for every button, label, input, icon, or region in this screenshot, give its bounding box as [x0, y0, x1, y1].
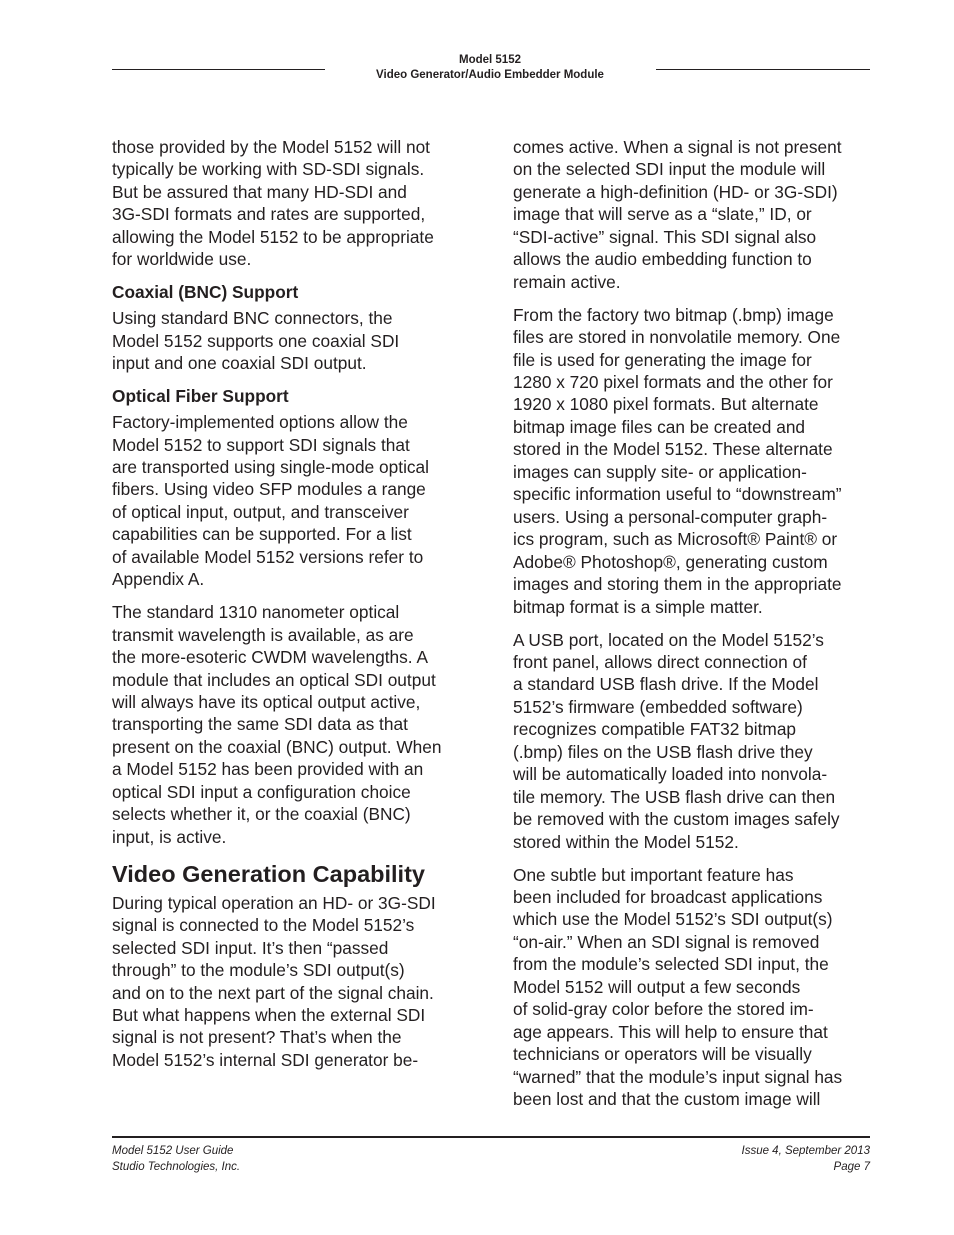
paragraph-generator-active: comes active. When a signal is not present on the selected SDI input the module will generate a high-definition (HD- or 3G-SDI) image that will serve as a “slate,” ID, or “SDI-active” signal. This SDI signal also allows the audio embedding function to remain active.: [513, 137, 842, 292]
footer-right: [742, 1144, 871, 1175]
header-product: Video Generator/Audio Embedder Module: [376, 69, 604, 81]
footer-left: [112, 1144, 240, 1175]
footer-rule: [112, 1136, 870, 1138]
heading-video-generation: Video Generation Capability: [112, 860, 425, 887]
paragraph-video-generation: During typical operation an HD- or 3G-SDI signal is connected to the Model 5152’s selected SDI input. It’s then “passed through” to the module’s SDI output(s) and on to the next part of the signal chain. But what happens when the external SDI signal is not present? That’s when the Model 5152’s internal SDI generator be-: [112, 892, 436, 1070]
paragraph-bitmap-files: From the factory two bitmap (.bmp) image files are stored in nonvolatile memory. One file is used for generating the image for 1280 x 720 pixel formats and the other for 1920 x 1080 pixel formats. But alternate bitmap image files can be created and stored in the Model 5152. These alternate images can supply site- or application- specific information useful to “downstream” users. Using a personal-computer graph- ics program, such as Microsoft® Paint® or Adobe® Photoshop®, generating custom images and storing them in the appropriate bitmap format is a simple matter.: [513, 304, 842, 617]
heading-optical-fiber-support: Optical Fiber Support: [112, 386, 289, 407]
paragraph-coaxial: Using standard BNC connectors, the Model 5152 supports one coaxial SDI input and one coaxial SDI output.: [112, 308, 400, 374]
paragraph-sd-sdi: those provided by the Model 5152 will not typically be working with SD-SDI signals. But be assured that many HD-SDI and 3G-SDI formats and rates are supported, allowing the Model 5152 to be appropriate for worldwide use.: [112, 137, 434, 270]
paragraph-on-air-feature: One subtle but important feature has been included for broadcast applications which use the Model 5152’s SDI output(s) “on-air.” When an SDI signal is removed from the module’s selected SDI input, the Model 5152 will output a few seconds of solid-gray color before the stored im- age appears. This will help to ensure that technicians or operators will be visually “warned” that the module’s input signal has been lost and that the custom image will: [513, 864, 843, 1110]
heading-coaxial-support: Coaxial (BNC) Support: [112, 282, 299, 303]
header-rule-left: [112, 69, 325, 70]
footer-company: Studio Technologies, Inc.: [112, 1160, 241, 1173]
paragraph-optical-options: Factory-implemented options allow the Model 5152 to support SDI signals that are transported using single-mode optical fibers. Using video SFP modules a range of optical input, output, and transceiver capabilities can be supported. For a list of available Model 5152 versions refer to Appendix A.: [112, 412, 430, 590]
header-model: Model 5152: [459, 54, 521, 66]
left-column: [112, 136, 472, 1082]
running-header: [326, 53, 654, 83]
header-rule-right: [656, 69, 870, 70]
footer-guide-title: Model 5152 User Guide: [112, 1145, 234, 1157]
footer-page-number: Page 7: [833, 1160, 870, 1173]
right-column: [513, 136, 873, 1121]
footer-issue: Issue 4, September 2013: [741, 1145, 870, 1157]
paragraph-optical-wavelength: The standard 1310 nanometer optical transmit wavelength is available, as are the more-esoteric CWDM wavelengths. A module that includes an optical SDI output will always have its optical output active, transporting the same SDI data as that present on the coaxial (BNC) output. When a Model 5152 has been provided with an optical SDI input a configuration choice selects whether it, or the coaxial (BNC) input, is active.: [112, 602, 442, 847]
paragraph-usb-port: A USB port, located on the Model 5152’s front panel, allows direct connection of a standard USB flash drive. If the Model 5152’s firmware (embedded software) recognizes compatible FAT32 bitmap (.bmp) files on the USB flash drive they will be automatically loaded into nonvola- tile memory. The USB flash drive can then be removed with the custom images safely stored within the Model 5152.: [513, 629, 840, 852]
